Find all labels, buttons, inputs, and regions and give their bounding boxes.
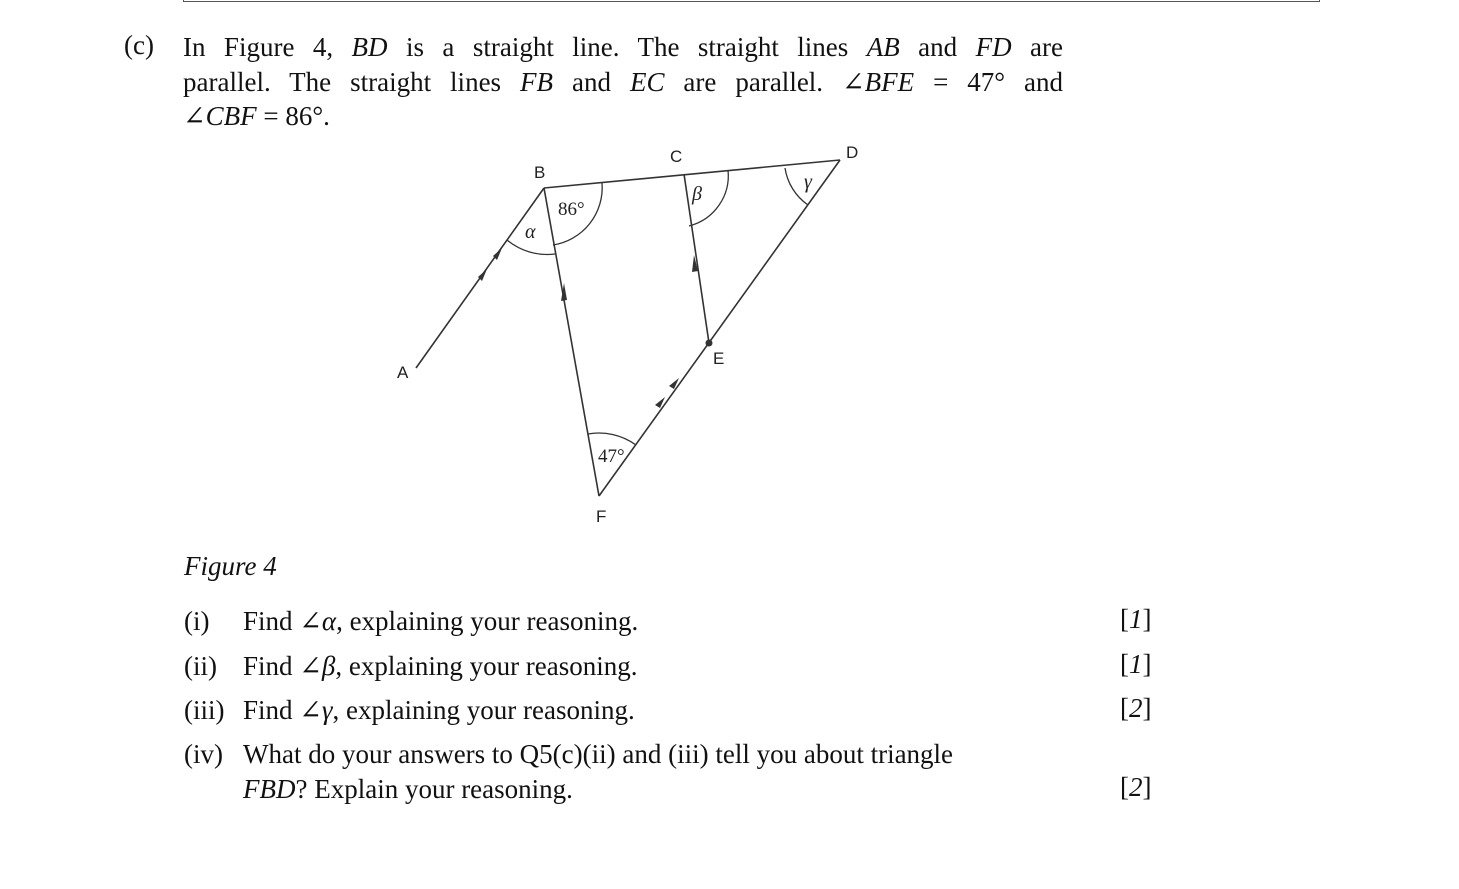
- point-label-f: F: [596, 507, 607, 526]
- math-symbol: AB: [866, 32, 900, 62]
- mark-allocation: [2]: [1120, 693, 1152, 723]
- math-symbol: FB: [520, 66, 554, 97]
- arc-47: [588, 433, 636, 445]
- angle-label-beta: β: [692, 183, 702, 205]
- math-symbol: EC: [629, 66, 665, 97]
- math-symbol: BFE: [864, 66, 915, 97]
- math-symbol: BD: [351, 32, 388, 62]
- intro-line: In Figure 4, BD is a straight line. The straight lines AB and FD are: [183, 32, 1063, 62]
- line-fb: [544, 188, 599, 496]
- part-text: Find ∠γ, explaining your reasoning.: [243, 695, 635, 725]
- math-symbol: α: [321, 606, 337, 636]
- part-number: (iv): [184, 739, 223, 769]
- angle-label-47: 47°: [598, 446, 625, 467]
- mark-allocation: [2]: [1120, 772, 1152, 802]
- part-text: Find ∠α, explaining your reasoning.: [243, 606, 639, 636]
- intro-line: parallel. The straight lines FB and EC are parallel. ∠BFE = 47° and: [183, 66, 1064, 97]
- part-text: Find ∠β, explaining your reasoning.: [243, 651, 638, 681]
- point-e-dot: [706, 340, 713, 347]
- point-label-b: B: [534, 163, 546, 182]
- question-label: (c): [124, 30, 154, 60]
- math-symbol: CBF: [205, 101, 257, 131]
- mark-allocation: [1]: [1120, 649, 1152, 679]
- intro-line: ∠CBF = 86°.: [183, 101, 330, 131]
- angle-label-alpha: α: [525, 221, 536, 243]
- part-number: (i): [184, 606, 210, 636]
- part-text-line-2: FBD? Explain your reasoning.: [243, 774, 573, 804]
- mark-value: 1: [1129, 604, 1143, 634]
- point-label-e: E: [713, 349, 725, 368]
- mark-value: 2: [1129, 693, 1143, 723]
- mark-value: 2: [1129, 772, 1143, 802]
- math-symbol: FBD: [243, 774, 296, 804]
- figure-caption: Figure 4: [184, 551, 277, 581]
- part-number: (ii): [184, 651, 217, 681]
- mark-allocation: [1]: [1120, 604, 1152, 634]
- part-text: What do your answers to Q5(c)(ii) and (iii) tell you about triangle: [243, 739, 954, 769]
- math-symbol: β: [321, 651, 336, 681]
- angle-label-86: 86°: [558, 199, 585, 220]
- math-symbol: γ: [321, 695, 333, 725]
- line-fd: [599, 160, 840, 496]
- point-label-a: A: [397, 363, 409, 382]
- point-label-d: D: [846, 143, 859, 162]
- part-number: (iii): [184, 695, 225, 725]
- math-symbol: FD: [975, 32, 1012, 62]
- mark-value: 1: [1129, 649, 1143, 679]
- point-label-c: C: [670, 147, 683, 166]
- angle-label-gamma: γ: [804, 171, 812, 193]
